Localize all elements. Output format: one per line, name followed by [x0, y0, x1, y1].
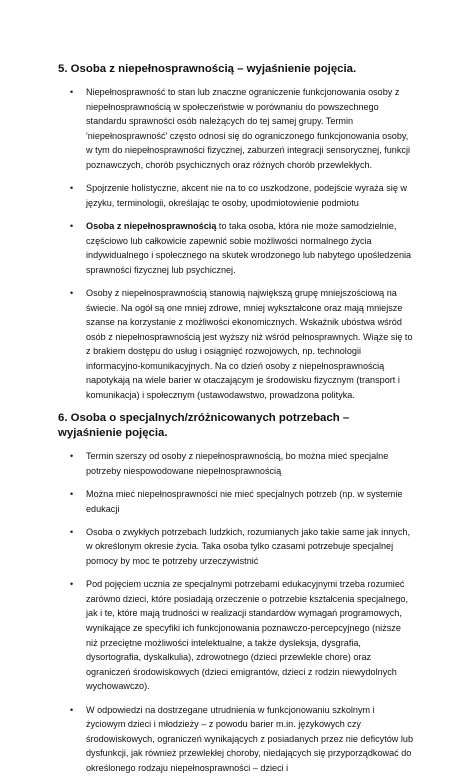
bullet-icon: • — [70, 87, 74, 97]
bold-term: Osoba z niepełnosprawnością — [86, 220, 217, 231]
item-text: to taka osoba, która nie może samodzielnie, częściowo lub całkowicie zapewnić sobie możliwości normalnego życia indywidualnego i społecznego na skutek wrodzonego lub nabytego upośledzenia sprawności fizycznej lub psychicznej. — [86, 220, 412, 275]
list-item — [58, 181, 414, 210]
item-text: Termin szerszy od osoby z niepełnosprawnością, bo można mieć specjalne potrzeby niespowodowane niepełnosprawnością — [86, 451, 389, 476]
list-item — [58, 577, 414, 694]
bullet-icon: • — [70, 451, 74, 462]
list-item — [58, 487, 414, 516]
bullet-icon: • — [70, 287, 74, 298]
list-item — [58, 449, 414, 478]
list-item — [58, 85, 414, 173]
section-5-heading: 5. Osoba z niepełnosprawnością – wyjaśnienie pojęcia. — [58, 63, 357, 75]
item-text: Osoba o zwykłych potrzebach ludzkich, rozumianych jako takie same jak innych, w określonym okresie życia. Taka osoba tylko czasami potrzebuje specjalnej pomocy by moc te potrzeby urzeczywistnić — [86, 526, 410, 566]
section-5-list — [58, 85, 414, 403]
list-item — [58, 703, 414, 776]
list-item — [58, 219, 414, 277]
item-text: Osoby z niepełnosprawnością stanowią największą grupę mniejszościową na świecie. Na ogół są one mniej zdrowe, mniej wykształcone oraz mają mniejsze szanse na korzystanie z możliwości ekonomicznych. Wskaźnik ubóstwa wśród osób z niepełnosprawnością jest wyższy niż wśród pełnosprawnych. Wiąże się to z brakiem dostępu do usług i osiągnięć rozwojowych, np. technologii informacyjno-komunikacyjnych. Na co dzień osoby z niepełnosprawnością napotykają na wiele barier w otaczającym je środowisku fizycznym (transport i komunikacja) i społecznym (ustawodawstwo, prowadzona polityka. — [86, 287, 413, 401]
bullet-icon: • — [70, 704, 74, 715]
bullet-icon: • — [70, 526, 74, 537]
item-text: Można mieć niepełnosprawności nie mieć specjalnych potrzeb (np. w systemie edukacji — [86, 489, 403, 514]
bullet-icon: • — [70, 183, 74, 194]
list-item — [58, 525, 414, 569]
list-item — [58, 286, 414, 403]
bullet-icon: • — [70, 489, 74, 500]
item-text: Pod pojęciem ucznia ze specjalnymi potrzebami edukacyjnymi trzeba rozumieć zarówno dzieci, które posiadają orzeczenie o potrzebie kształcenia specjalnego, jak i te, które mają trudności w realizacji standardów wymagań programowych, wynikające ze specyfiki ich funkcjonowania poznawczo-percepcyjnego (niższe niż przeciętne możliwości intelektualne, a także dysleksja, dysgrafia, dysortografia, dyskalkulia), zdrowotnego (dzieci przewlekle chore) oraz ograniczeń środowiskowych (dzieci emigrantów, dzieci z rodzin niewydolnych wychowawczo). — [86, 579, 409, 692]
section-6-list — [58, 449, 414, 775]
bullet-icon: • — [70, 579, 74, 590]
item-text: Niepełnosprawność to stan lub znaczne ograniczenie funkcjonowania osoby z niepełnosprawnością w społeczeństwie w porównaniu do powszechnego standardu sprawności osób należących do tej samej grupy. Termin 'niepełnosprawność' często odnosi się do ograniczonego funkcjonowania osoby, w tym do niepełnosprawności fizycznej, zaburzeń integracji sensorycznej, funkcji poznawczych, chorób psychicznych oraz różnych chorób przewlekłych. — [86, 87, 410, 170]
bullet-icon: • — [70, 220, 74, 231]
item-text: Spojrzenie holistyczne, akcent nie na to co uszkodzone, podejście wyraża się w języku, terminologii, określając te osoby, upodmiotowienie podmiotu — [86, 183, 407, 208]
item-text: W odpowiedzi na dostrzegane utrudnienia w funkcjonowaniu szkolnym i życiowym dzieci i młodzieży – z powodu barier m.in. językowych czy środowiskowych, ograniczeń wynikających z posiadanych przez nie deficytów lub dysfunkcji, jak również przewlekłej choroby, niedających się przyporządkować do określonego rodzaju niepełnosprawności – dzieci i — [86, 704, 414, 773]
section-6-heading: 6. Osoba o specjalnych/zróżnicowanych potrzebach – wyjaśnienie pojęcia. — [58, 412, 350, 440]
